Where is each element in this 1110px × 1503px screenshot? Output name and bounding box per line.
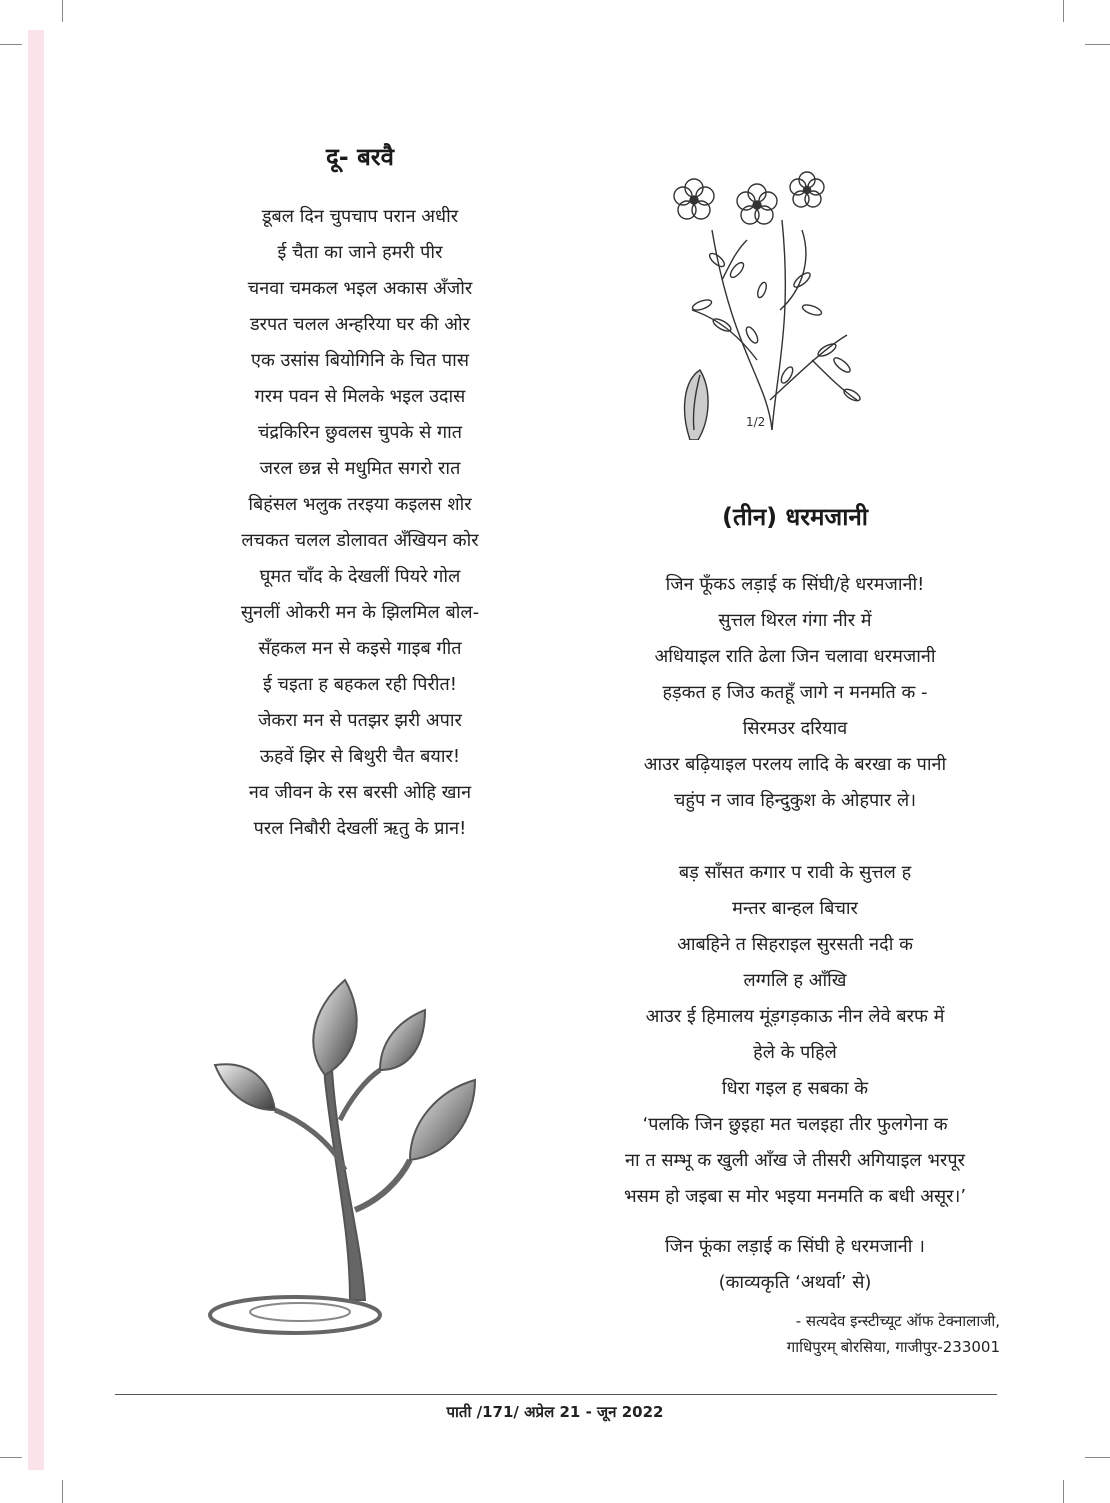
poem-line: धिरा गइल ह सबका के (721, 1078, 869, 1099)
poem-line: लचकत चलल डोलावत अँखियन कोर (241, 530, 479, 551)
page-edge-strip (28, 30, 44, 1470)
crop-mark-bottom-left (62, 1480, 63, 1503)
crop-mark-top-left-h (0, 44, 22, 45)
right-poem-stanza-1 (560, 567, 1030, 819)
left-poem (160, 140, 560, 847)
poem-line: एक उसांस बियोगिनि के चित पास (251, 350, 469, 371)
poem-line: डरपत चलल अन्हरिया घर की ओर (249, 314, 470, 335)
footer-rule (115, 1394, 997, 1395)
poem-line: (काव्यकृति ‘अथर्वा’ से) (718, 1272, 872, 1293)
poem-line: गरम पवन से मिलके भइल उदास (254, 386, 466, 407)
left-poem-title: दू- बरवै (326, 143, 394, 171)
poem-line: लग्गलि ह आँखि (743, 970, 847, 991)
poem-line: मन्तर बान्हल बिचार (732, 898, 858, 919)
stanza-gap (560, 819, 1030, 855)
poem-line: हड़कत ह जिउ कतहूँ जागे न मनमति क - (662, 682, 928, 703)
poem-line: परल निबौरी देखलीं ऋतु के प्रान! (253, 818, 467, 839)
right-poem-closing (560, 1229, 1030, 1301)
poem-line: सिरमउर दरियाव (742, 718, 848, 739)
poem-line: नव जीवन के रस बरसी ओहि खान (248, 782, 472, 803)
poem-line: सँहकल मन से कइसे गाइब गीत (258, 638, 462, 659)
page-footer: पाती /171/ अप्रेल 21 - जून 2022 (446, 1403, 664, 1421)
poem-line: बड़ साँसत कगार प रावी के सुत्तल ह (678, 862, 912, 883)
poem-line: डूबल दिन चुपचाप परान अधीर (261, 206, 459, 227)
poem-line: ना त सम्भू क खुली आँख जे तीसरी अगियाइल भरपूर (625, 1150, 965, 1171)
left-poem-lines (160, 199, 560, 847)
plant-illustration (200, 970, 490, 1340)
flower-illustration (662, 160, 872, 440)
crop-mark-bottom-right-h (1085, 1457, 1110, 1458)
crop-mark-bottom-left-h (0, 1457, 22, 1458)
poem-line: भसम हो जइबा स मोर भइया मनमति क बधी असूर।’ (623, 1186, 967, 1207)
right-poem-stanza-2 (560, 855, 1030, 1215)
poem-line: ऊहवें झिर से बिथुरी चैत बयार! (259, 746, 461, 767)
attribution-line-2: गाधिपुरम् बोरसिया, गाजीपुर-233001 (786, 1338, 1000, 1356)
crop-mark-top-left (62, 0, 63, 22)
poem-line: ई चैता का जाने हमरी पीर (277, 242, 443, 263)
poem-line: आबहिने त सिहराइल सुरसती नदी क (677, 934, 913, 955)
poem-line: ‘पलकि जिन छुइहा मत चलइहा तीर फुलगेना क (642, 1114, 948, 1135)
right-poem-title: (तीन) धरमजानी (722, 503, 868, 531)
poem-line: अधियाइल राति ढेला जिन चलावा धरमजानी (654, 646, 936, 667)
poem-line: ई चइता ह बहकल रही पिरीत! (262, 674, 458, 695)
poem-line: जिन फूँकऽ लड़ाई क सिंघी/हे धरमजानी! (665, 574, 925, 595)
poem-line: आउर ई हिमालय मूंड़गड़काऊ नीन लेवे बरफ में (645, 1006, 945, 1027)
poem-line: जेकरा मन से पतझर झरी अपार (258, 710, 462, 731)
right-poem (560, 500, 1030, 1301)
poem-line: जिन फूंका लड़ाई क सिंघी हे धरमजानी । (665, 1236, 925, 1257)
crop-mark-top-right-h (1085, 44, 1110, 45)
poem-line: घूमत चाँद के देखलीं पियरे गोल (259, 566, 461, 587)
crop-mark-bottom-right (1063, 1480, 1064, 1503)
poem-line: आउर बढ़ियाइल परलय लादि के बरखा क पानी (643, 754, 947, 775)
flower-scale-label: 1/2 (746, 415, 766, 429)
poem-line: बिहंसल भलुक तरइया कइलस शोर (248, 494, 472, 515)
author-attribution (787, 1308, 1000, 1360)
poem-line: चनवा चमकल भइल अकास अँजोर (247, 278, 473, 299)
poem-line: जरल छन्न से मधुमित सगरो रात (259, 458, 461, 479)
attribution-line-1: - सत्यदेव इन्स्टीच्यूट ऑफ टेक्नालाजी, (795, 1312, 1000, 1330)
poem-line: चंद्रकिरिन छुवलस चुपके से गात (257, 422, 463, 443)
poem-line: सुनलीं ओकरी मन के झिलमिल बोल- (240, 602, 480, 623)
poem-line: चहुंप न जाव हिन्दुकुश के ओहपार ले। (673, 790, 917, 811)
crop-mark-top-right (1063, 0, 1064, 22)
poem-line: सुत्तल थिरल गंगा नीर में (718, 610, 872, 631)
poem-line: हेले के पहिले (753, 1042, 837, 1063)
